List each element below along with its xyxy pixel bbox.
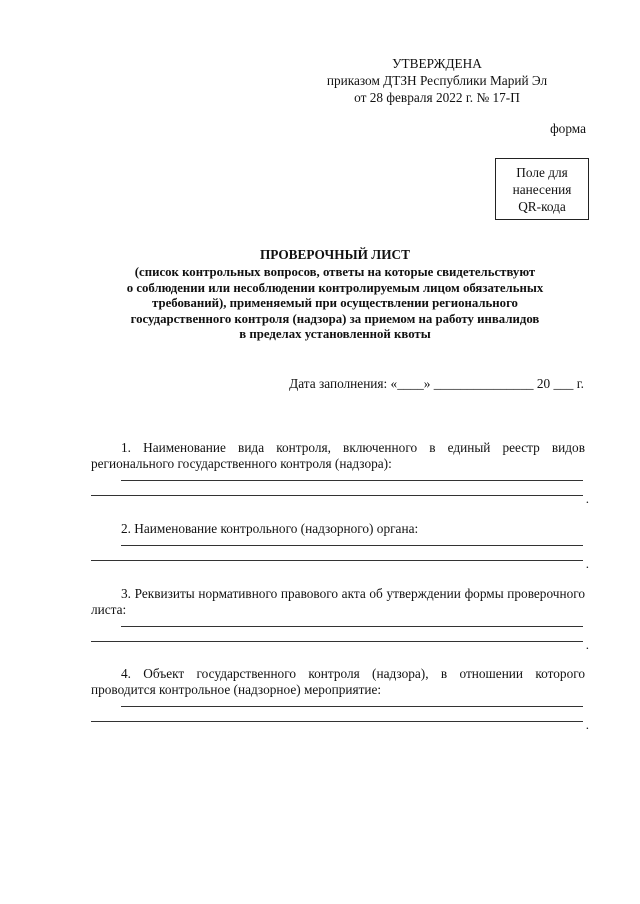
answer-line	[121, 706, 583, 707]
item-question: 1. Наименование вида контроля, включенного в единый реестр видов регионального государственного контроля (надзора):	[91, 440, 585, 471]
answer-line	[121, 626, 583, 627]
document-subtitle	[80, 265, 590, 343]
qr-box-line-2: нанесения	[512, 181, 572, 197]
checklist-item-2	[91, 521, 589, 571]
answer-field[interactable]	[91, 472, 585, 488]
subtitle-line: о соблюдении или несоблюдении контролируемым лицом обязательных	[126, 280, 544, 295]
document-title-block	[80, 246, 590, 343]
line-end-period: .	[585, 637, 589, 652]
subtitle-line: (список контрольных вопросов, ответы на которые свидетельствуют	[134, 265, 536, 279]
answer-field[interactable]	[91, 714, 589, 732]
item-question: 4. Объект государственного контроля (надзора), в отношении которого проводится контрольное (надзорное) мероприятие:	[91, 666, 585, 697]
document-title: ПРОВЕРОЧНЫЙ ЛИСТ	[259, 247, 411, 262]
answer-field[interactable]	[91, 618, 585, 634]
qr-code-placeholder	[495, 158, 589, 220]
qr-box-line-1: Поле для	[516, 164, 568, 180]
item-question: 2. Наименование контрольного (надзорного) органа:	[121, 521, 419, 536]
answer-field[interactable]	[91, 634, 589, 652]
approval-stamp	[307, 55, 567, 106]
approval-date: от 28 февраля 2022 г. № 17-П	[354, 90, 520, 105]
subtitle-line: государственного контроля (надзора) за приемом на работу инвалидов	[130, 311, 540, 326]
line-end-period: .	[585, 717, 589, 732]
checklist-item-3	[91, 586, 589, 652]
answer-line	[91, 495, 583, 496]
answer-field[interactable]	[91, 698, 585, 714]
answer-line	[91, 641, 583, 642]
form-label: форма	[550, 121, 586, 136]
line-end-period: .	[585, 491, 589, 506]
answer-field[interactable]	[91, 488, 589, 506]
fill-date-field[interactable]: Дата заполнения: «____» _______________ 20 ___ г.	[289, 376, 584, 391]
answer-field[interactable]	[91, 537, 585, 553]
checklist-item-4	[91, 666, 589, 732]
answer-line	[91, 560, 583, 561]
subtitle-line: требований), применяемый при осуществлении регионального	[152, 296, 518, 310]
line-end-period: .	[585, 556, 589, 571]
answer-line	[121, 545, 583, 546]
approval-order: приказом ДТЗН Республики Марий Эл	[326, 73, 548, 88]
qr-box-line-3: QR-кода	[518, 198, 566, 214]
answer-line	[91, 721, 583, 722]
item-question: 3. Реквизиты нормативного правового акта об утверждении формы проверочного листа:	[91, 586, 585, 617]
subtitle-line: в пределах установленной квоты	[239, 327, 431, 341]
checklist-item-1	[91, 440, 589, 506]
answer-field[interactable]	[91, 553, 589, 571]
approval-heading: УТВЕРЖДЕНА	[392, 56, 482, 71]
answer-line	[121, 480, 583, 481]
